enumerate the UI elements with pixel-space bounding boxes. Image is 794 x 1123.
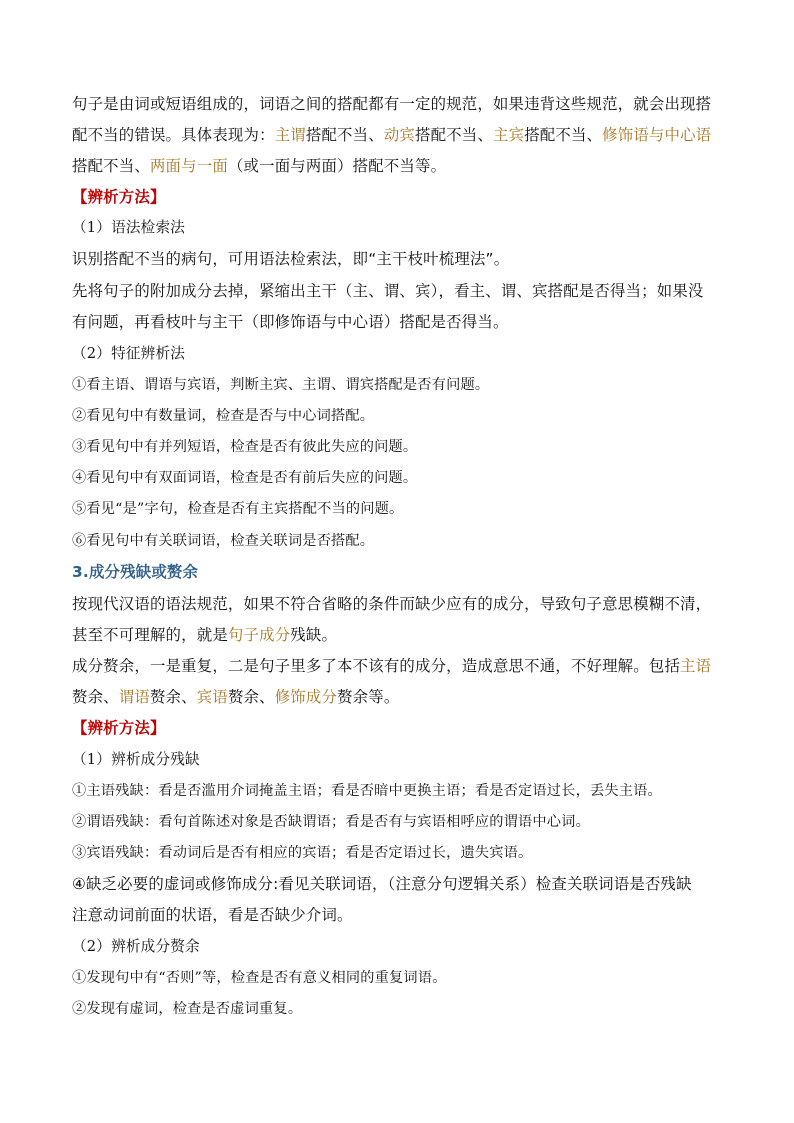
list-item: ③看见句中有并列短语，检查是否有彼此失应的问题。 [72, 439, 418, 455]
paragraph-line [72, 89, 732, 119]
list-item: ②看见句中有数量词，检查是否与中心词搭配。 [72, 408, 375, 424]
subheading: （2）特征辨析法 [72, 345, 186, 362]
highlight-term: 谓语 [118, 688, 150, 706]
highlight-term: 主宾 [493, 126, 525, 144]
list-item: ②发现有虚词，检查是否虚词重复。 [72, 1001, 303, 1017]
subheading: （2）辨析成分赘余 [72, 938, 200, 955]
list-item: ①发现句中有“否则”等，检查是否有意义相同的重复词语。 [72, 970, 447, 986]
paragraph-line [72, 682, 732, 712]
text-run: 赘余、 [227, 688, 275, 706]
paragraph-line: 按现代汉语的语法规范，如果不符合省略的条件而缺少应有的成分，导致句子意思模糊不清， [72, 595, 712, 613]
highlight-term: 句子成分 [227, 626, 291, 644]
highlight-term: 宾语 [196, 688, 228, 706]
paragraph-line: 识别搭配不当的病句，可用语法检索法，即“主干枝叶梳理法”。 [72, 250, 510, 268]
subheading: （1）语法检索法 [72, 219, 186, 236]
method-heading: 【辨析方法】 [72, 188, 166, 206]
text-run: 赘余、 [72, 688, 119, 706]
text-run: 甚至不可理解的，就是 [72, 626, 228, 644]
highlight-term: 两面与一面 [149, 157, 228, 175]
text-run: 成分赘余，一是重复，二是句子里多了本不该有的成分，造成意思不通，不好理解。包括 [72, 657, 681, 675]
paragraph-line: 先将句子的附加成分去掉，紧缩出主干（主、谓、宾），看主、谓、宾搭配是否得当；如果没 [72, 282, 704, 300]
list-item: ⑥看见句中有关联词语，检查关联词是否搭配。 [72, 533, 375, 549]
list-item: ④缺乏必要的虚词或修饰成分:看见关联词语，（注意分句逻辑关系）检查关联词语是否残缺 [72, 875, 692, 893]
text-run: 搭配不当、 [524, 126, 603, 144]
highlight-term: 修饰成分 [274, 688, 338, 706]
paragraph-line [72, 151, 732, 181]
list-item: ④看见句中有双面词语，检查是否有前后失应的问题。 [72, 470, 418, 486]
paragraph-line [72, 651, 732, 681]
text-run: 赘余、 [149, 688, 197, 706]
highlight-term: 动宾 [383, 126, 416, 144]
text-run: （或一面与两面）搭配不当等。 [227, 157, 447, 175]
subheading: （1）辨析成分残缺 [72, 751, 200, 768]
paragraph-line [72, 120, 732, 150]
list-item: ③宾语残缺：看动词后是否有相应的宾语；看是否定语过长，遗失宾语。 [72, 845, 533, 861]
list-item: ①看主语、谓语与宾语，判断主宾、主谓、谓宾搭配是否有问题。 [72, 377, 490, 393]
text-run: 赘余等。 [337, 688, 400, 706]
paragraph-line: 注意动词前面的状语，看是否缺少介词。 [72, 906, 353, 924]
list-item: ⑤看见“是”字句，检查是否有主宾搭配不当的问题。 [72, 501, 404, 517]
text-run: 配不当的错误。具体表现为： [72, 126, 275, 144]
highlight-term: 主谓 [274, 126, 306, 144]
paragraph-line [72, 620, 732, 650]
list-item: ②谓语残缺：看句首陈述对象是否缺谓语；看是否有与宾语相呼应的谓语中心词。 [72, 814, 590, 830]
text-run: 搭配不当、 [415, 126, 493, 144]
method-heading: 【辨析方法】 [72, 719, 166, 737]
list-item: ①主语残缺：看是否滥用介词掩盖主语；看是否暗中更换主语；看是否定语过长，丢失主语。 [72, 783, 662, 799]
highlight-term: 主语 [680, 657, 712, 675]
text-run: 搭配不当、 [72, 157, 150, 175]
text-run: 搭配不当、 [305, 126, 384, 144]
paragraph-line: 有问题，再看枝叶与主干（即修饰语与中心语）搭配是否得当。 [72, 313, 509, 331]
section-heading: 3.成分残缺或赘余 [72, 563, 199, 581]
highlight-term: 修饰语与中心语 [602, 126, 712, 144]
text-run: 句子是由词或短语组成的，词语之间的搭配都有一定的规范，如果违背这些规范，就会出现搭 [72, 95, 712, 113]
text-run: 残缺。 [290, 626, 338, 644]
